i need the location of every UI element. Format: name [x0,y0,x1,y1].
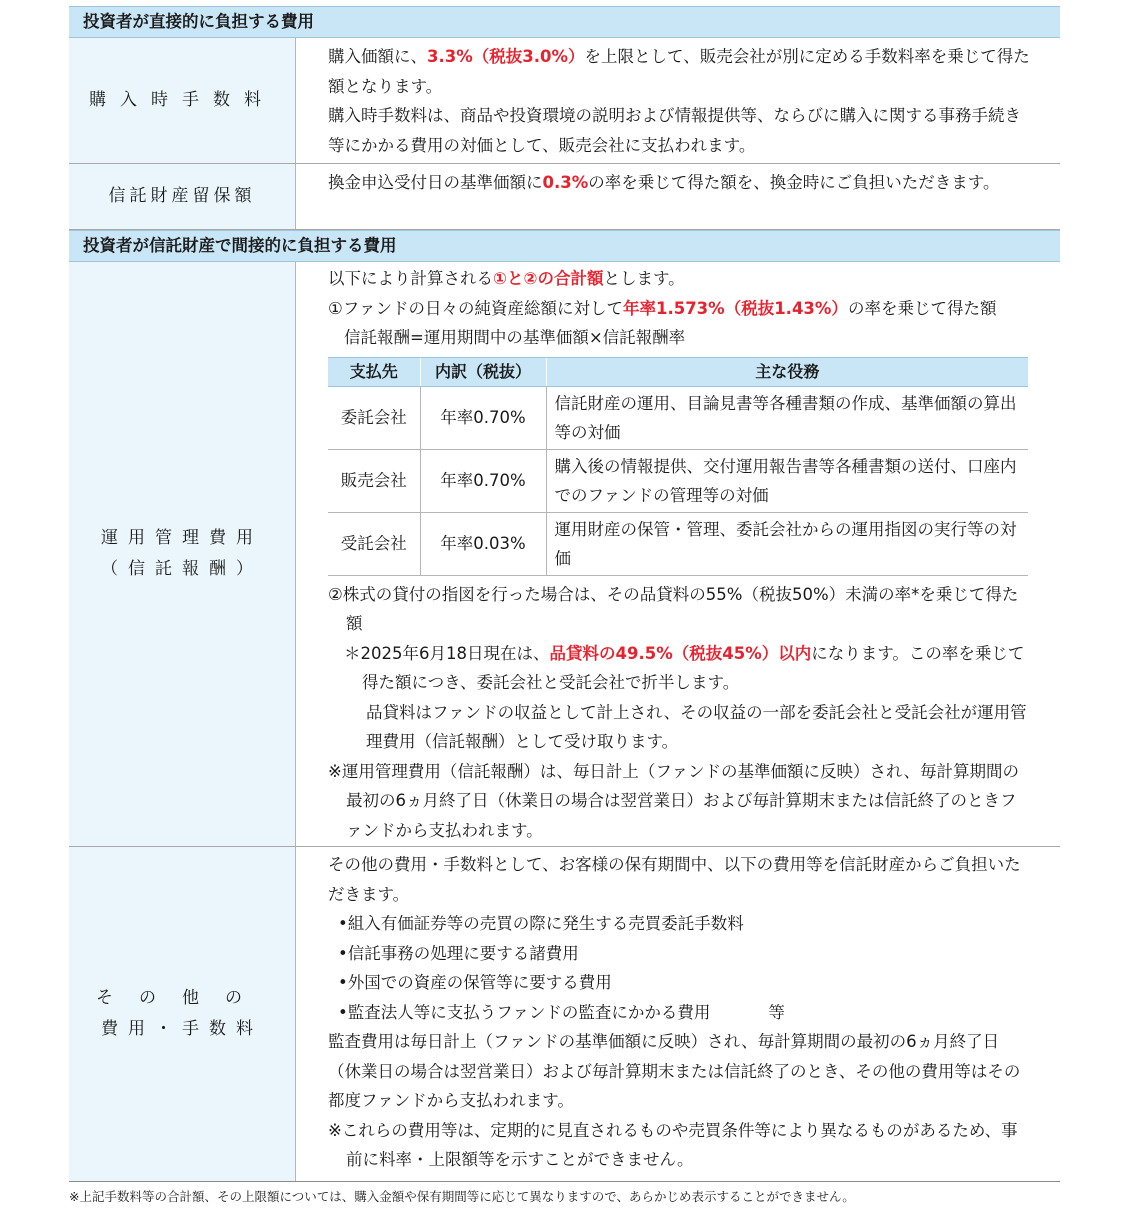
text: 購入価額に、 [328,47,427,66]
table-header-row [328,357,1028,386]
highlight-lending-rate: 品貸料の49.5%（税抜45%）以内 [549,643,812,663]
list-item: •組入有価証券等の売買の際に発生する売買委託手数料 [338,914,744,933]
mgmt-lending-note2: 品貸料はファンドの収益として計上され、その収益の一部を委託会社と受託会社が運用管理費用（信託報酬）として受け取ります。 [366,702,1027,751]
list-item: •信託事務の処理に要する諸費用 [338,943,579,963]
cell-rate: 年率0.03% [420,512,546,575]
content-trust-reserve [296,164,1060,229]
label-trust-reserve-text: 信託財産留保額 [108,186,256,206]
footnote: ※上記手数料等の合計額、その上限額については、購入金額や保有期間等に応じて異なりますので、あらかじめ表示することができません。 [69,1189,855,1204]
fee-breakdown-table [328,357,1028,576]
label-other-fees-line2: 費用・手数料 [101,1019,263,1039]
highlight-rate: 3.3%（税抜3.0%） [427,47,585,66]
purchase-fee-line1 [328,42,1030,101]
cell-payee: 受託会社 [328,512,420,575]
header-breakdown: 内訳（税抜） [420,357,546,386]
section-header-direct: 投資者が直接的に負担する費用 [69,6,1060,38]
text: の率を乗じて得た額 [847,298,997,318]
table-row [328,449,1028,512]
table-row [328,386,1028,449]
content-other-fees [296,847,1060,1181]
highlight-rate: 0.3% [542,173,589,192]
label-purchase-fee [69,38,296,163]
other-audit: 監査費用は毎日計上（ファンドの基準価額に反映）され、毎計算期間の最初の6ヵ月終了日（休業日の場合は翌営業日）および毎計算期末または信託終了のとき、その他の費用等はその都度ファンドから支払われます。 [328,1032,1021,1110]
cell-role: 運用財産の保管・管理、委託会社からの運用指図の実行等の対価 [546,512,1028,575]
text: ＊2025年6月18日現在は、 [344,643,550,663]
text: •監査法人等に支払うファンドの監査にかかる費用 [338,1002,711,1022]
highlight-total: ①と②の合計額 [493,269,604,288]
other-intro: その他の費用・手数料として、お客様の保有期間中、以下の費用等を信託財産からご負担いただきます。 [328,855,1021,904]
content-purchase-fee [296,38,1060,163]
cell-role: 信託財産の運用、目論見書等各種書類の作成、基準価額の算出等の対価 [546,386,1028,449]
header-role: 主な役務 [546,357,1028,386]
label-management-fee [69,262,296,846]
purchase-fee-line2: 購入時手数料は、商品や投資環境の説明および情報提供等、ならびに購入に関する事務手続き等にかかる費用の対価として、販売会社に支払われます。 [328,106,1021,155]
row-purchase-fee [69,38,1060,164]
mgmt-item2: ②株式の貸付の指図を行った場合は、その品貸料の55%（税抜50%）未満の率*を乗じて得た額 [328,584,1019,633]
text: ①ファンドの日々の純資産総額に対して [328,298,623,318]
label-management-fee-line1: 運用管理費用 [101,528,263,548]
cell-rate: 年率0.70% [420,386,546,449]
cell-payee: 販売会社 [328,449,420,512]
row-other-fees [69,847,1060,1182]
mgmt-intro [328,264,1030,294]
other-remark: ※これらの費用等は、定期的に見直されるものや売買条件等により異なるものがあるため、事前に料率・上限額等を示すことができません。 [328,1120,1018,1169]
text: 換金申込受付日の基準価額に [328,173,543,192]
cell-payee: 委託会社 [328,386,420,449]
other-bullet-list [338,909,1030,1027]
text: の率を乗じて得た額を、換金時にご負担いただきます。 [588,173,1000,192]
text: を上限として、販売会社が別に定める手数料率を乗じて得た額となります。 [328,47,1030,96]
mgmt-lending-note [344,639,1030,698]
mgmt-remark: ※運用管理費用（信託報酬）は、毎日計上（ファンドの基準価額に反映）され、毎計算期間の最初の6ヵ月終了日（休業日の場合は翌営業日）および毎計算期末または信託終了のときファンドから支払われます。 [328,761,1019,840]
mgmt-formula: 信託報酬=運用期間中の基準価額×信託報酬率 [344,328,686,347]
fee-table [69,6,1060,1182]
list-item [338,998,1030,1028]
label-other-fees [69,847,296,1181]
table-row [328,512,1028,575]
text: になります。この率を乗じて得た額につき、委託会社と受託会社で折半します。 [362,643,1025,692]
mgmt-item1 [328,294,1030,324]
text: とします。 [603,269,685,288]
trust-reserve-text [328,168,1030,198]
list-item: •外国での資産の保管等に要する費用 [338,973,612,992]
highlight-rate: 年率1.573%（税抜1.43%） [622,298,848,318]
label-trust-reserve [69,164,296,229]
label-purchase-fee-text: 購入時手数料 [89,90,275,110]
section-header-indirect: 投資者が信託財産で間接的に負担する費用 [69,230,1060,262]
row-management-fee [69,262,1060,847]
label-management-fee-line2: （信託報酬） [101,559,263,579]
content-management-fee [296,262,1060,846]
cell-rate: 年率0.70% [420,449,546,512]
header-payee: 支払先 [328,357,420,386]
label-other-fees-line1: その他の [96,988,268,1008]
cell-role: 購入後の情報提供、交付運用報告書等各種書類の送付、口座内でのファンドの管理等の対価 [546,449,1028,512]
row-trust-reserve [69,164,1060,230]
text-etc: 等 [768,1002,785,1022]
text: 以下により計算される [328,269,493,288]
